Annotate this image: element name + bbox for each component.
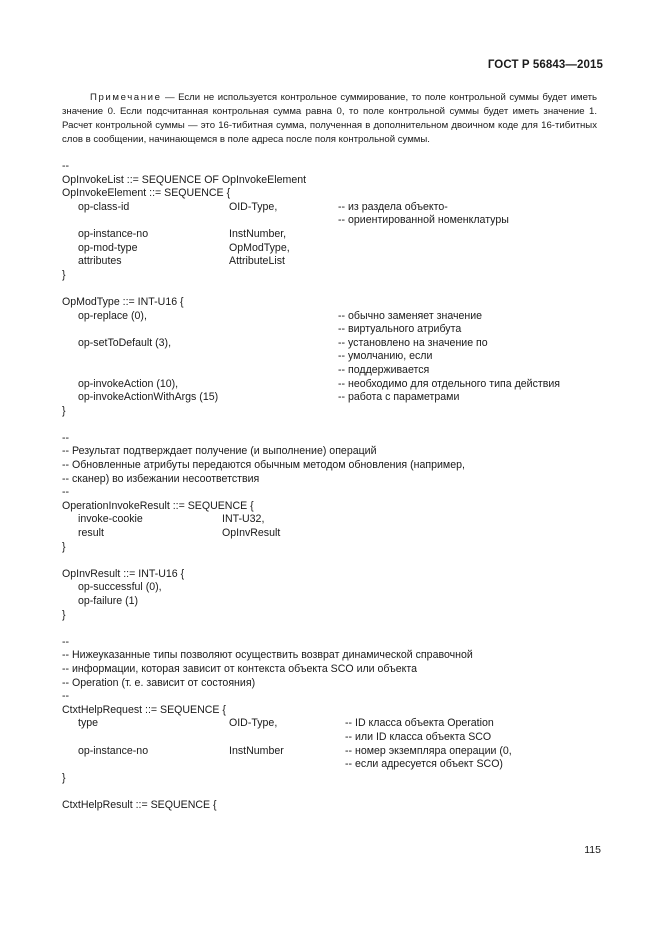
code-line	[62, 731, 622, 745]
code-line	[62, 690, 622, 704]
note-label: Примечание	[90, 92, 162, 103]
code-token: op-instance-no	[78, 744, 149, 757]
code-token: CtxtHelpResult ::= SEQUENCE {	[62, 798, 217, 811]
code-line	[62, 228, 622, 242]
code-comment: -- или ID класса объекта SCO	[345, 730, 492, 743]
code-token: op-replace (0),	[78, 309, 147, 322]
page-number: 115	[584, 844, 601, 856]
code-token: }	[62, 268, 66, 281]
code-line	[62, 541, 622, 555]
code-line	[62, 609, 622, 623]
blank-line	[62, 785, 622, 799]
code-line	[62, 581, 622, 595]
code-line	[62, 364, 622, 378]
code-line	[62, 323, 622, 337]
code-line	[62, 255, 622, 269]
code-comment: -- установлено на значение по	[338, 336, 488, 349]
code-line	[62, 527, 622, 541]
code-comment: -- ориентированной номенклатуры	[338, 214, 509, 227]
code-type: OID-Type,	[229, 200, 278, 213]
code-line	[62, 201, 622, 215]
code-line	[62, 405, 622, 419]
code-token: invoke-cookie	[78, 513, 143, 526]
code-token: op-invokeActionWithArgs (15)	[78, 391, 219, 404]
asn1-code-listing	[62, 160, 622, 813]
code-comment: -- обычно заменяет значение	[338, 309, 483, 322]
code-token: op-failure (1)	[78, 595, 139, 607]
code-comment: -- виртуального атрибута	[338, 323, 462, 336]
code-token: -- сканер) во избежании несоответствия	[62, 472, 260, 485]
code-line	[62, 445, 622, 459]
code-token: }	[62, 771, 66, 784]
code-comment: -- ID класса объекта Operation	[345, 717, 494, 730]
code-token: op-mod-type	[78, 241, 138, 254]
code-line	[62, 677, 622, 691]
code-line	[62, 337, 622, 351]
code-line	[62, 242, 622, 256]
code-comment: -- номер экземпляра операции (0,	[345, 744, 512, 757]
code-comment: -- необходимо для отдельного типа действия	[338, 377, 560, 390]
code-token: op-successful (0),	[78, 581, 162, 594]
code-line	[62, 269, 622, 283]
code-token: -- Обновленные атрибуты передаются обычным методом обновления (например,	[62, 459, 465, 472]
code-line	[62, 473, 622, 487]
code-token: -- Operation (т. е. зависит от состояния)	[62, 676, 256, 689]
code-token: result	[78, 527, 104, 540]
code-line	[62, 649, 622, 663]
code-line	[62, 758, 622, 772]
code-line	[62, 717, 622, 731]
code-line	[62, 704, 622, 718]
code-line	[62, 568, 622, 582]
code-comment: -- из раздела объекто-	[338, 200, 448, 213]
code-line	[62, 772, 622, 786]
code-token: -- информации, которая зависит от контекста объекта SCO или объекта	[62, 662, 418, 675]
code-line	[62, 486, 622, 500]
code-line	[62, 214, 622, 228]
code-line	[62, 160, 622, 174]
blank-line	[62, 418, 622, 432]
code-line	[62, 459, 622, 473]
blank-line	[62, 282, 622, 296]
code-type: AttributeList	[229, 255, 285, 268]
code-line	[62, 636, 622, 650]
code-line	[62, 378, 622, 392]
code-token: op-setToDefault (3),	[78, 336, 172, 349]
code-token: CtxtHelpRequest ::= SEQUENCE {	[62, 703, 226, 716]
code-type: OID-Type,	[229, 717, 278, 730]
code-token: OperationInvokeResult ::= SEQUENCE {	[62, 499, 254, 512]
code-comment: -- умолчанию, если	[338, 350, 433, 363]
code-token: type	[78, 717, 99, 730]
code-line	[62, 500, 622, 514]
code-comment: -- если адресуется объект SCO)	[345, 758, 503, 771]
code-token: }	[62, 608, 66, 621]
code-line	[62, 296, 622, 310]
note-text: — Если не используется контрольное суммирование, то поле контрольной суммы будет иметь значение 0. Если подсчитанная контрольная сумма равна 0, то поле контрольной суммы будет иметь значение 1. Расчет контрольной суммы — это 16-тибитная сумма, полученная в дополнительном двоичном коде для 16-тибитных слов в сообщении, начинающемся в поле адреса после поля контрольной суммы.	[62, 92, 597, 145]
note-paragraph	[62, 91, 597, 147]
code-type: INT-U32,	[222, 513, 265, 526]
code-line	[62, 432, 622, 446]
code-comment: -- поддерживается	[338, 363, 430, 376]
code-type: InstNumber	[229, 744, 284, 757]
code-token: attributes	[78, 255, 122, 268]
code-type: OpInvResult	[222, 527, 281, 540]
code-token: --	[62, 160, 70, 172]
code-token: -- Результат подтверждает получение (и выполнение) операций	[62, 445, 377, 458]
code-line	[62, 310, 622, 324]
code-line	[62, 799, 622, 813]
code-line	[62, 663, 622, 677]
code-line	[62, 595, 622, 609]
code-type: InstNumber,	[229, 227, 287, 240]
code-token: op-instance-no	[78, 227, 149, 240]
blank-line	[62, 622, 622, 636]
code-token: OpModType ::= INT-U16 {	[62, 295, 184, 308]
document-header: ГОСТ Р 56843—2015	[487, 59, 603, 71]
code-token: }	[62, 540, 66, 553]
code-token: OpInvokeList ::= SEQUENCE OF OpInvokeElement	[62, 173, 307, 186]
code-token: op-invokeAction (10),	[78, 377, 179, 390]
code-line	[62, 187, 622, 201]
blank-line	[62, 554, 622, 568]
code-token: --	[62, 431, 70, 444]
code-token: }	[62, 404, 66, 417]
code-token: --	[62, 690, 70, 703]
code-token: OpInvResult ::= INT-U16 {	[62, 567, 185, 580]
code-line	[62, 391, 622, 405]
code-line	[62, 350, 622, 364]
code-token: op-class-id	[78, 200, 130, 213]
code-comment: -- работа с параметрами	[338, 391, 460, 404]
code-line	[62, 513, 622, 527]
code-token: -- Нижеуказанные типы позволяют осуществить возврат динамической справочной	[62, 649, 473, 662]
code-line	[62, 174, 622, 188]
code-token: OpInvokeElement ::= SEQUENCE {	[62, 187, 231, 200]
code-type: OpModType,	[229, 241, 290, 254]
code-token: --	[62, 635, 70, 648]
code-token: --	[62, 486, 70, 499]
code-line	[62, 745, 622, 759]
